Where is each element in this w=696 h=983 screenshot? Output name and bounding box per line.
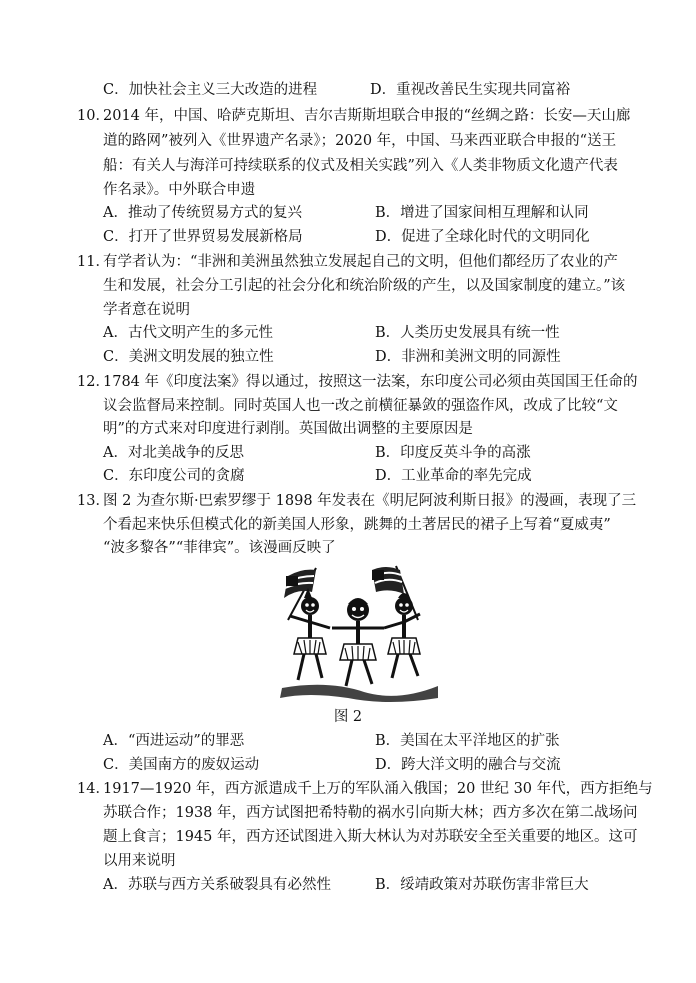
q14-option-a: A．苏联与西方关系破裂具有必然性 <box>103 877 331 893</box>
q9-option-d: D．重视改善民生实现共同富裕 <box>370 82 571 98</box>
q13-stem-line: 个看起来快乐但模式化的新美国人形象，跳舞的土著居民的裙子上写着“夏威夷” <box>103 517 611 533</box>
q10-number: 10． <box>77 108 110 124</box>
q12-option-c: C．东印度公司的贪腐 <box>103 468 245 484</box>
cartoon-figure <box>268 558 448 706</box>
q13-option-a: A．“西进运动”的罪恶 <box>103 733 245 749</box>
q10-stem-line: 2014 年，中国、哈萨克斯坦、吉尔吉斯斯坦联合申报的“丝绸之路：长安—天山廊 <box>103 108 631 124</box>
figure-caption: 图 2 <box>333 709 363 725</box>
q12-option-b: B．印度反英斗争的高涨 <box>375 445 531 461</box>
q10-stem-line: 作名录》。中外联合申遗 <box>103 182 256 198</box>
q10-stem-line: 道的路网”被列入《世界遗产名录》；2020 年，中国、马来西亚联合申报的“送王 <box>103 133 617 149</box>
q13-stem-line: “波多黎各”“菲律宾”。该漫画反映了 <box>103 540 336 556</box>
q11-number: 11． <box>77 254 110 270</box>
q14-option-b: B．绥靖政策对苏联伤害非常巨大 <box>375 877 589 893</box>
dancer-right <box>384 593 420 678</box>
q9-option-c: C．加快社会主义三大改造的进程 <box>103 82 318 98</box>
q10-option-b: B．增进了国家间相互理解和认同 <box>375 205 589 221</box>
q10-stem-line: 船：有关人与海洋可持续联系的仪式及相关实践”列入《人类非物质文化遗产代表 <box>103 158 618 174</box>
q11-stem-line: 生和发展，社会分工引起的社会分化和统治阶级的产生，以及国家制度的建立。”该 <box>103 278 626 294</box>
q12-option-a: A．对北美战争的反思 <box>103 445 244 461</box>
q13-stem-line: 图 2 为查尔斯·巴索罗缪于 1898 年发表在《明尼阿波利斯日报》的漫画，表现了三 <box>103 493 637 509</box>
q12-number: 12． <box>77 374 110 390</box>
q11-option-a: A．古代文明产生的多元性 <box>103 325 273 341</box>
q12-stem-line: 明”的方式来对印度进行剥削。英国做出调整的主要原因是 <box>103 421 473 437</box>
q12-stem-line: 1784 年《印度法案》得以通过，按照这一法案，东印度公司必须由英国国王任命的 <box>103 374 638 390</box>
q10-option-a: A．推动了传统贸易方式的复兴 <box>103 205 302 221</box>
q14-stem-line: 以用来说明 <box>103 853 176 869</box>
dancer-middle <box>332 598 384 686</box>
dancer-left <box>290 588 330 680</box>
q13-number: 13． <box>77 493 110 509</box>
q12-stem-line: 议会监督局来控制。同时英国人也一改之前横征暴敛的强盗作风，改成了比较“文 <box>103 398 618 414</box>
q10-option-c: C．打开了世界贸易发展新格局 <box>103 229 303 245</box>
q12-option-d: D．工业革命的率先完成 <box>375 468 532 484</box>
q11-stem-line: 学者意在说明 <box>103 302 190 318</box>
q13-option-d: D．跨大洋文明的融合与交流 <box>375 757 561 773</box>
q14-stem-line: 题上食言；1945 年，西方还试图进入斯大林认为对苏联安全至关重要的地区。这可 <box>103 829 638 845</box>
q14-number: 14． <box>77 781 110 797</box>
flag-right <box>372 566 418 620</box>
q13-option-c: C．美国南方的废奴运动 <box>103 757 260 773</box>
ground-shadow <box>280 685 438 702</box>
q11-option-d: D．非洲和美洲文明的同源性 <box>375 349 561 365</box>
q11-stem-line: 有学者认为：“非洲和美洲虽然独立发展起自己的文明，但他们都经历了农业的产 <box>103 254 618 270</box>
q14-stem-line: 1917—1920 年，西方派遣成千上万的军队涌入俄国；20 世纪 30 年代，西方拒绝与 <box>103 781 653 797</box>
q11-option-b: B．人类历史发展具有统一性 <box>375 325 560 341</box>
q14-stem-line: 苏联合作；1938 年，西方试图把希特勒的祸水引向斯大林；西方多次在第二战场问 <box>103 805 638 821</box>
q11-option-c: C．美洲文明发展的独立性 <box>103 349 274 365</box>
q13-option-b: B．美国在太平洋地区的扩张 <box>375 733 560 749</box>
q10-option-d: D．促进了全球化时代的文明同化 <box>375 229 590 245</box>
